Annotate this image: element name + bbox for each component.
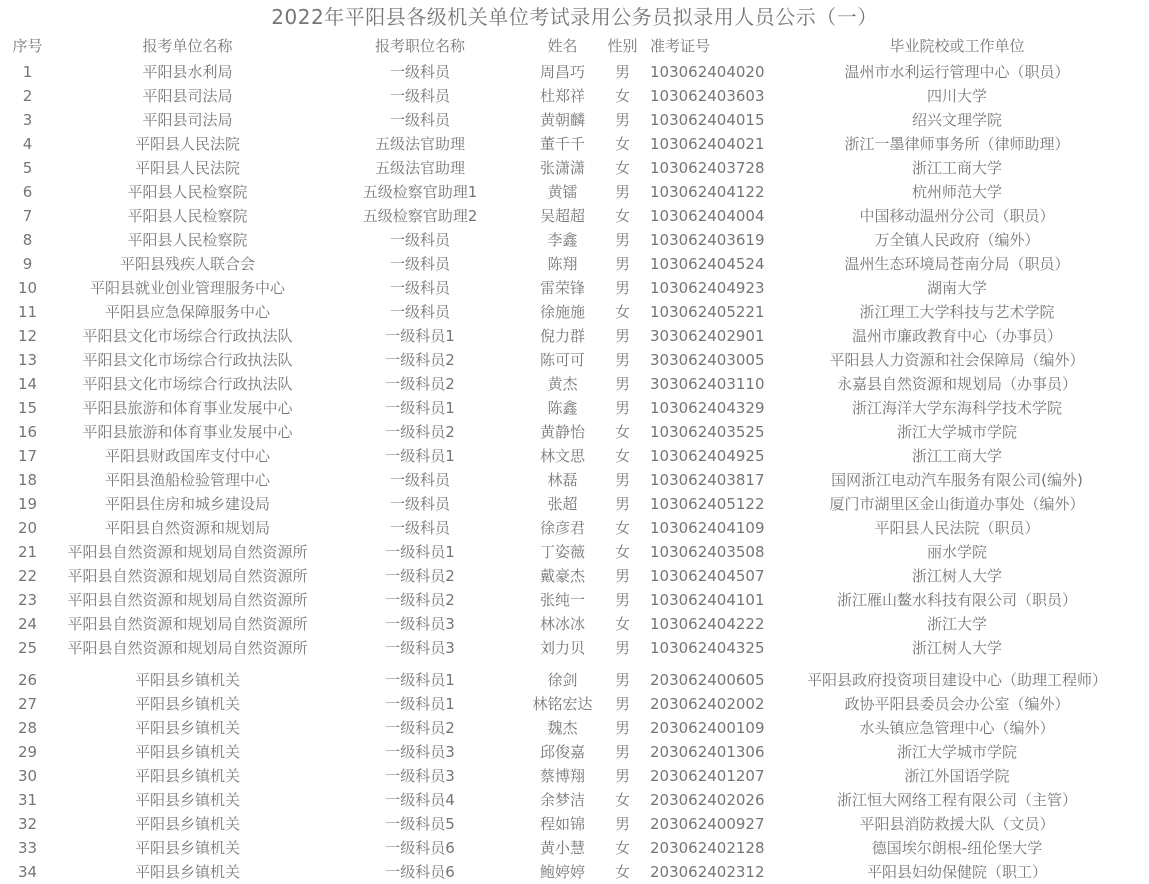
cell-serial: 30 [17, 767, 38, 785]
cell-school-or-employer: 浙江海洋大学东海科学技术学院 [851, 399, 1062, 417]
cell-unit: 平阳县自然资源和规划局自然资源所 [67, 591, 308, 609]
cell-position: 一级科员 [389, 495, 450, 513]
cell-name: 周昌巧 [539, 63, 585, 81]
table-row [0, 540, 1149, 564]
cell-serial: 14 [17, 375, 38, 393]
cell-serial: 1 [22, 63, 33, 81]
cell-ticket-number: 203062402002 [650, 695, 765, 713]
cell-name: 林冰冰 [539, 615, 585, 633]
table-row [0, 444, 1149, 468]
cell-unit: 平阳县乡镇机关 [134, 743, 240, 761]
header-position: 报考职位名称 [374, 36, 465, 55]
cell-name: 魏杰 [547, 719, 578, 737]
cell-unit: 平阳县人民法院 [134, 135, 240, 153]
cell-school-or-employer: 平阳县人民法院（职员） [874, 519, 1040, 537]
cell-name: 徐剑 [547, 671, 578, 689]
table-row [0, 692, 1149, 716]
cell-school-or-employer: 温州生态环境局苍南分局（职员） [844, 255, 1070, 273]
table-row [0, 492, 1149, 516]
cell-school-or-employer: 国网浙江电动汽车服务有限公司(编外) [831, 471, 1083, 489]
cell-name: 张超 [547, 495, 578, 513]
header-serial: 序号 [12, 36, 43, 55]
cell-serial: 20 [17, 519, 38, 537]
cell-name: 陈鑫 [547, 399, 578, 417]
table-row [0, 324, 1149, 348]
cell-gender: 女 [614, 543, 630, 561]
cell-unit: 平阳县旅游和体育事业发展中心 [82, 423, 293, 441]
cell-gender: 女 [614, 87, 630, 105]
cell-position: 一级科员3 [385, 615, 455, 633]
cell-gender: 男 [614, 279, 630, 297]
cell-unit: 平阳县乡镇机关 [134, 863, 240, 881]
header-gender: 性别 [607, 36, 638, 55]
cell-position: 一级科员3 [385, 767, 455, 785]
table-row [0, 612, 1149, 636]
cell-school-or-employer: 浙江大学城市学院 [896, 743, 1017, 761]
cell-ticket-number: 203062401306 [650, 743, 765, 761]
cell-unit: 平阳县人民法院 [134, 159, 240, 177]
cell-gender: 男 [614, 767, 630, 785]
cell-position: 五级法官助理 [374, 159, 465, 177]
table-row [0, 372, 1149, 396]
cell-gender: 男 [614, 719, 630, 737]
cell-gender: 女 [614, 135, 630, 153]
cell-school-or-employer: 绍兴文理学院 [911, 111, 1002, 129]
cell-school-or-employer: 浙江工商大学 [911, 447, 1002, 465]
cell-serial: 2 [22, 87, 33, 105]
cell-unit: 平阳县旅游和体育事业发展中心 [82, 399, 293, 417]
cell-gender: 男 [614, 63, 630, 81]
cell-gender: 男 [614, 815, 630, 833]
table-row [0, 788, 1149, 812]
cell-school-or-employer: 浙江一墨律师事务所（律师助理） [844, 135, 1070, 153]
cell-gender: 男 [614, 567, 630, 585]
cell-name: 张潇潇 [539, 159, 585, 177]
cell-unit: 平阳县乡镇机关 [134, 815, 240, 833]
table-body [0, 60, 1149, 884]
cell-ticket-number: 103062404524 [650, 255, 765, 273]
cell-position: 一级科员1 [385, 399, 455, 417]
cell-position: 一级科员2 [385, 351, 455, 369]
cell-serial: 16 [17, 423, 38, 441]
cell-gender: 男 [614, 375, 630, 393]
cell-school-or-employer: 永嘉县自然资源和规划局（办事员） [836, 375, 1077, 393]
table-row [0, 252, 1149, 276]
header-name: 姓名 [547, 36, 578, 55]
cell-serial: 18 [17, 471, 38, 489]
cell-ticket-number: 103062404021 [650, 135, 765, 153]
cell-unit: 平阳县人民检察院 [127, 231, 248, 249]
cell-serial: 5 [22, 159, 33, 177]
table-row [0, 764, 1149, 788]
cell-ticket-number: 203062400927 [650, 815, 765, 833]
cell-unit: 平阳县乡镇机关 [134, 719, 240, 737]
cell-serial: 26 [17, 671, 38, 689]
cell-unit: 平阳县司法局 [142, 111, 233, 129]
cell-gender: 男 [614, 351, 630, 369]
cell-ticket-number: 103062404507 [650, 567, 765, 585]
cell-serial: 6 [22, 183, 33, 201]
cell-serial: 9 [22, 255, 33, 273]
table-header-row [0, 30, 1149, 60]
cell-name: 戴豪杰 [539, 567, 585, 585]
table-row [0, 396, 1149, 420]
cell-serial: 32 [17, 815, 38, 833]
cell-ticket-number: 103062403619 [650, 231, 765, 249]
cell-gender: 男 [614, 695, 630, 713]
cell-position: 一级科员4 [385, 791, 455, 809]
cell-position: 一级科员2 [385, 591, 455, 609]
cell-school-or-employer: 平阳县妇幼保健院（职工） [866, 863, 1047, 881]
cell-position: 一级科员 [389, 255, 450, 273]
cell-unit: 平阳县水利局 [142, 63, 233, 81]
cell-unit: 平阳县住房和城乡建设局 [104, 495, 270, 513]
cell-gender: 男 [614, 591, 630, 609]
cell-ticket-number: 203062400605 [650, 671, 765, 689]
cell-serial: 28 [17, 719, 38, 737]
cell-school-or-employer: 平阳县消防救援大队（文员） [859, 815, 1055, 833]
cell-name: 黄小慧 [539, 839, 585, 857]
cell-school-or-employer: 浙江大学城市学院 [896, 423, 1017, 441]
cell-position: 五级检察官助理2 [362, 207, 478, 225]
cell-ticket-number: 103062404004 [650, 207, 765, 225]
cell-unit: 平阳县人民检察院 [127, 183, 248, 201]
table-row [0, 60, 1149, 84]
cell-position: 一级科员1 [385, 327, 455, 345]
cell-serial: 27 [17, 695, 38, 713]
cell-gender: 女 [614, 207, 630, 225]
cell-name: 邱俊嘉 [539, 743, 585, 761]
cell-unit: 平阳县渔船检验管理中心 [104, 471, 270, 489]
cell-school-or-employer: 浙江树人大学 [911, 567, 1002, 585]
table-row [0, 836, 1149, 860]
table-row [0, 108, 1149, 132]
cell-unit: 平阳县乡镇机关 [134, 671, 240, 689]
cell-ticket-number: 103062404329 [650, 399, 765, 417]
table-row [0, 300, 1149, 324]
cell-school-or-employer: 温州市廉政教育中心（办事员） [851, 327, 1062, 345]
cell-serial: 12 [17, 327, 38, 345]
cell-school-or-employer: 湖南大学 [926, 279, 987, 297]
table-row [0, 660, 1149, 692]
cell-gender: 男 [614, 327, 630, 345]
cell-serial: 8 [22, 231, 33, 249]
cell-name: 黄朝麟 [539, 111, 585, 129]
cell-unit: 平阳县自然资源和规划局自然资源所 [67, 567, 308, 585]
cell-serial: 22 [17, 567, 38, 585]
cell-school-or-employer: 浙江树人大学 [911, 639, 1002, 657]
cell-name: 徐彦君 [539, 519, 585, 537]
cell-serial: 23 [17, 591, 38, 609]
table-row [0, 812, 1149, 836]
cell-name: 林铭宏达 [532, 695, 593, 713]
cell-serial: 7 [22, 207, 33, 225]
cell-ticket-number: 103062404122 [650, 183, 765, 201]
cell-ticket-number: 303062403005 [650, 351, 765, 369]
table-header [0, 30, 1149, 60]
cell-gender: 男 [614, 255, 630, 273]
cell-gender: 女 [614, 791, 630, 809]
cell-name: 雷荣锋 [539, 279, 585, 297]
cell-name: 张纯一 [539, 591, 585, 609]
cell-school-or-employer: 丽水学院 [926, 543, 987, 561]
cell-gender: 男 [614, 471, 630, 489]
cell-school-or-employer: 水头镇应急管理中心（编外） [859, 719, 1055, 737]
cell-ticket-number: 203062402026 [650, 791, 765, 809]
cell-position: 一级科员1 [385, 671, 455, 689]
cell-school-or-employer: 浙江工商大学 [911, 159, 1002, 177]
cell-serial: 31 [17, 791, 38, 809]
cell-school-or-employer: 浙江外国语学院 [904, 767, 1010, 785]
cell-school-or-employer: 浙江恒大网络工程有限公司（主管） [836, 791, 1077, 809]
cell-ticket-number: 203062402312 [650, 863, 765, 881]
cell-ticket-number: 303062402901 [650, 327, 765, 345]
cell-ticket-number: 203062401207 [650, 767, 765, 785]
page-title: 2022年平阳县各级机关单位考试录用公务员拟录用人员公示（一） [271, 4, 878, 29]
cell-school-or-employer: 平阳县人力资源和社会保障局（编外） [829, 351, 1085, 369]
cell-position: 一级科员5 [385, 815, 455, 833]
cell-gender: 男 [614, 743, 630, 761]
cell-gender: 女 [614, 447, 630, 465]
cell-school-or-employer: 浙江理工大学科技与艺术学院 [859, 303, 1055, 321]
cell-name: 程如锦 [539, 815, 585, 833]
cell-position: 一级科员 [389, 471, 450, 489]
table-row [0, 740, 1149, 764]
cell-name: 林磊 [547, 471, 578, 489]
cell-gender: 男 [614, 399, 630, 417]
table-row [0, 84, 1149, 108]
cell-position: 一级科员2 [385, 375, 455, 393]
cell-position: 一级科员3 [385, 743, 455, 761]
cell-position: 一级科员2 [385, 567, 455, 585]
cell-school-or-employer: 平阳县政府投资项目建设中心（助理工程师） [806, 671, 1107, 689]
cell-serial: 29 [17, 743, 38, 761]
cell-ticket-number: 103062404325 [650, 639, 765, 657]
cell-position: 一级科员 [389, 111, 450, 129]
cell-name: 徐施施 [539, 303, 585, 321]
cell-position: 一级科员1 [385, 695, 455, 713]
cell-unit: 平阳县残疾人联合会 [119, 255, 255, 273]
cell-ticket-number: 103062404923 [650, 279, 765, 297]
cell-gender: 女 [614, 303, 630, 321]
cell-gender: 男 [614, 495, 630, 513]
cell-school-or-employer: 中国移动温州分公司（职员） [859, 207, 1055, 225]
cell-position: 一级科员 [389, 63, 450, 81]
cell-position: 一级科员 [389, 87, 450, 105]
cell-name: 丁姿薇 [539, 543, 585, 561]
cell-serial: 33 [17, 839, 38, 857]
table-row [0, 156, 1149, 180]
cell-school-or-employer: 厦门市湖里区金山街道办事处（编外） [829, 495, 1085, 513]
table-row [0, 716, 1149, 740]
cell-position: 一级科员1 [385, 447, 455, 465]
cell-name: 刘力贝 [539, 639, 585, 657]
cell-unit: 平阳县乡镇机关 [134, 839, 240, 857]
cell-ticket-number: 103062404222 [650, 615, 765, 633]
cell-gender: 女 [614, 839, 630, 857]
cell-unit: 平阳县自然资源和规划局自然资源所 [67, 543, 308, 561]
cell-school-or-employer: 浙江雁山鳌水科技有限公司（职员） [836, 591, 1077, 609]
cell-ticket-number: 203062400109 [650, 719, 765, 737]
cell-unit: 平阳县乡镇机关 [134, 791, 240, 809]
table-row [0, 132, 1149, 156]
cell-serial: 24 [17, 615, 38, 633]
table-row [0, 564, 1149, 588]
table-row [0, 276, 1149, 300]
header-unit: 报考单位名称 [142, 36, 233, 55]
cell-name: 黄静怡 [539, 423, 585, 441]
cell-gender: 女 [614, 615, 630, 633]
cell-ticket-number: 103062403817 [650, 471, 765, 489]
cell-gender: 女 [614, 519, 630, 537]
cell-school-or-employer: 四川大学 [926, 87, 987, 105]
cell-name: 陈翔 [547, 255, 578, 273]
cell-ticket-number: 103062404015 [650, 111, 765, 129]
cell-ticket-number: 103062405122 [650, 495, 765, 513]
cell-ticket-number: 103062405221 [650, 303, 765, 321]
cell-serial: 21 [17, 543, 38, 561]
cell-ticket-number: 103062404020 [650, 63, 765, 81]
cell-name: 倪力群 [539, 327, 585, 345]
cell-unit: 平阳县司法局 [142, 87, 233, 105]
cell-gender: 男 [614, 639, 630, 657]
table-row [0, 636, 1149, 660]
cell-school-or-employer: 政协平阳县委员会办公室（编外） [844, 695, 1070, 713]
cell-gender: 女 [614, 863, 630, 881]
table-row [0, 348, 1149, 372]
cell-unit: 平阳县自然资源和规划局自然资源所 [67, 615, 308, 633]
cell-serial: 10 [17, 279, 38, 297]
cell-ticket-number: 103062404109 [650, 519, 765, 537]
cell-ticket-number: 103062403525 [650, 423, 765, 441]
table-row [0, 204, 1149, 228]
cell-position: 一级科员6 [385, 863, 455, 881]
cell-serial: 17 [17, 447, 38, 465]
table-row [0, 180, 1149, 204]
cell-serial: 13 [17, 351, 38, 369]
cell-school-or-employer: 德国埃尔朗根-纽伦堡大学 [871, 839, 1043, 857]
cell-name: 李鑫 [547, 231, 578, 249]
cell-serial: 11 [17, 303, 38, 321]
cell-unit: 平阳县财政国库支付中心 [104, 447, 270, 465]
table-row [0, 516, 1149, 540]
cell-serial: 25 [17, 639, 38, 657]
cell-ticket-number: 103062403603 [650, 87, 765, 105]
cell-school-or-employer: 温州市水利运行管理中心（职员） [844, 63, 1070, 81]
cell-name: 陈可可 [539, 351, 585, 369]
cell-position: 一级科员2 [385, 719, 455, 737]
cell-unit: 平阳县自然资源和规划局 [104, 519, 270, 537]
table-row [0, 228, 1149, 252]
cell-gender: 女 [614, 423, 630, 441]
cell-name: 吴超超 [539, 207, 585, 225]
header-ticket-number: 准考证号 [650, 36, 711, 55]
cell-unit: 平阳县自然资源和规划局自然资源所 [67, 639, 308, 657]
cell-position: 一级科员 [389, 279, 450, 297]
cell-ticket-number: 103062403508 [650, 543, 765, 561]
cell-ticket-number: 203062402128 [650, 839, 765, 857]
cell-ticket-number: 103062403728 [650, 159, 765, 177]
cell-unit: 平阳县文化市场综合行政执法队 [82, 375, 293, 393]
cell-ticket-number: 303062403110 [650, 375, 765, 393]
cell-unit: 平阳县乡镇机关 [134, 767, 240, 785]
cell-position: 一级科员1 [385, 543, 455, 561]
cell-serial: 19 [17, 495, 38, 513]
cell-position: 五级法官助理 [374, 135, 465, 153]
cell-position: 一级科员2 [385, 423, 455, 441]
cell-name: 黄杰 [547, 375, 578, 393]
cell-name: 鲍婷婷 [539, 863, 585, 881]
cell-unit: 平阳县乡镇机关 [134, 695, 240, 713]
cell-gender: 男 [614, 671, 630, 689]
cell-unit: 平阳县文化市场综合行政执法队 [82, 351, 293, 369]
cell-serial: 34 [17, 863, 38, 881]
cell-unit: 平阳县就业创业管理服务中心 [89, 279, 285, 297]
cell-position: 一级科员 [389, 231, 450, 249]
cell-school-or-employer: 万全镇人民政府（编外） [874, 231, 1040, 249]
roster-table [0, 30, 1149, 884]
table-row [0, 468, 1149, 492]
cell-ticket-number: 103062404925 [650, 447, 765, 465]
table-row [0, 588, 1149, 612]
table-row [0, 420, 1149, 444]
cell-serial: 3 [22, 111, 33, 129]
cell-unit: 平阳县文化市场综合行政执法队 [82, 327, 293, 345]
cell-gender: 女 [614, 159, 630, 177]
cell-gender: 男 [614, 231, 630, 249]
cell-position: 一级科员 [389, 519, 450, 537]
cell-position: 一级科员3 [385, 639, 455, 657]
cell-serial: 4 [22, 135, 33, 153]
cell-school-or-employer: 杭州师范大学 [911, 183, 1002, 201]
cell-name: 余梦洁 [539, 791, 585, 809]
cell-serial: 15 [17, 399, 38, 417]
cell-name: 蔡博翔 [539, 767, 585, 785]
cell-name: 董千千 [539, 135, 585, 153]
cell-name: 黄镭 [547, 183, 578, 201]
cell-name: 林文思 [539, 447, 585, 465]
cell-unit: 平阳县人民检察院 [127, 207, 248, 225]
cell-name: 杜郑祥 [539, 87, 585, 105]
cell-position: 一级科员 [389, 303, 450, 321]
cell-unit: 平阳县应急保障服务中心 [104, 303, 270, 321]
cell-gender: 男 [614, 111, 630, 129]
cell-position: 一级科员6 [385, 839, 455, 857]
header-school-or-employer: 毕业院校或工作单位 [889, 36, 1025, 55]
cell-gender: 男 [614, 183, 630, 201]
table-row [0, 860, 1149, 884]
cell-ticket-number: 103062404101 [650, 591, 765, 609]
cell-school-or-employer: 浙江大学 [926, 615, 987, 633]
cell-position: 五级检察官助理1 [362, 183, 478, 201]
